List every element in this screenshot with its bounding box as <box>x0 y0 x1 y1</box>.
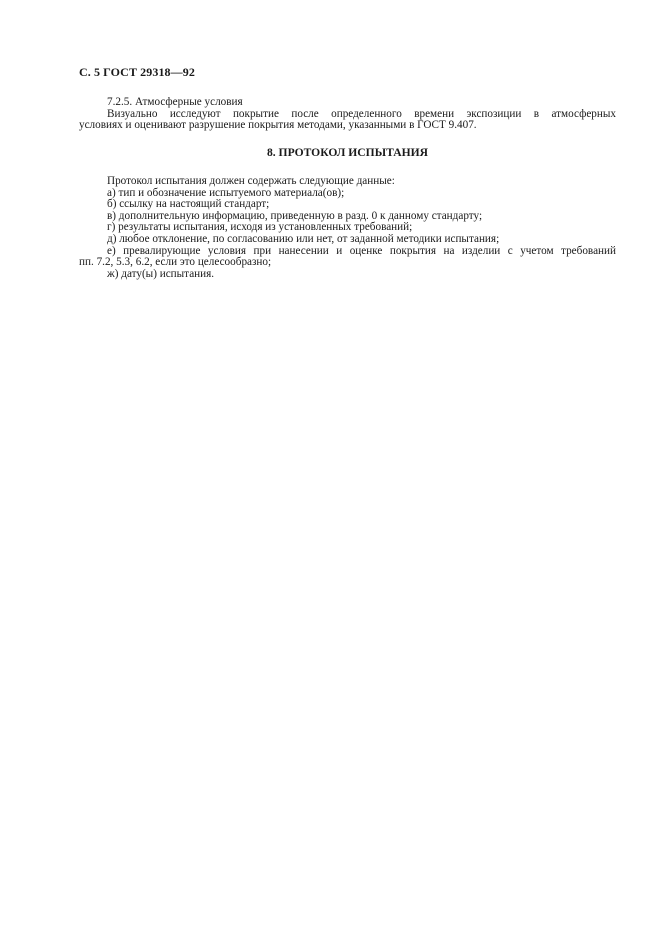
page-header: С. 5 ГОСТ 29318—92 <box>79 65 195 79</box>
section-8-body <box>79 176 616 280</box>
section-title: 8. ПРОТОКОЛ ИСПЫТАНИЯ <box>266 146 429 159</box>
list-item: а) тип и обозначение испытуемого материала(ов); <box>107 186 345 199</box>
paragraph-line: условиях и оценивают разрушение покрытия методами, указанными в ГОСТ 9.407. <box>79 119 477 132</box>
list-item-continuation: пп. 7.2, 5.3, 6.2, если это целесообразно; <box>79 256 272 269</box>
list-item: е) превалирующие условия при нанесении и оценке покрытия на изделии с учетом требований <box>107 244 616 257</box>
list-item: б) ссылку на настоящий стандарт; <box>107 198 270 211</box>
subsection-heading: 7.2.5. Атмосферные условия <box>107 96 243 108</box>
list-item: в) дополнительную информацию, приведенную в разд. 0 к данному стандарту; <box>107 209 483 222</box>
intro-text: Протокол испытания должен содержать следующие данные: <box>107 175 395 187</box>
list-item: г) результаты испытания, исходя из установленных требований; <box>107 221 413 234</box>
list-item: ж) дату(ы) испытания. <box>107 267 215 280</box>
list-item: д) любое отклонение, по согласованию или нет, от заданной методики испытания; <box>107 232 500 245</box>
paragraph-line: Визуально исследуют покрытие после определенного времени экспозиции в атмосферных <box>107 107 616 120</box>
section-7-2-5 <box>79 97 616 132</box>
